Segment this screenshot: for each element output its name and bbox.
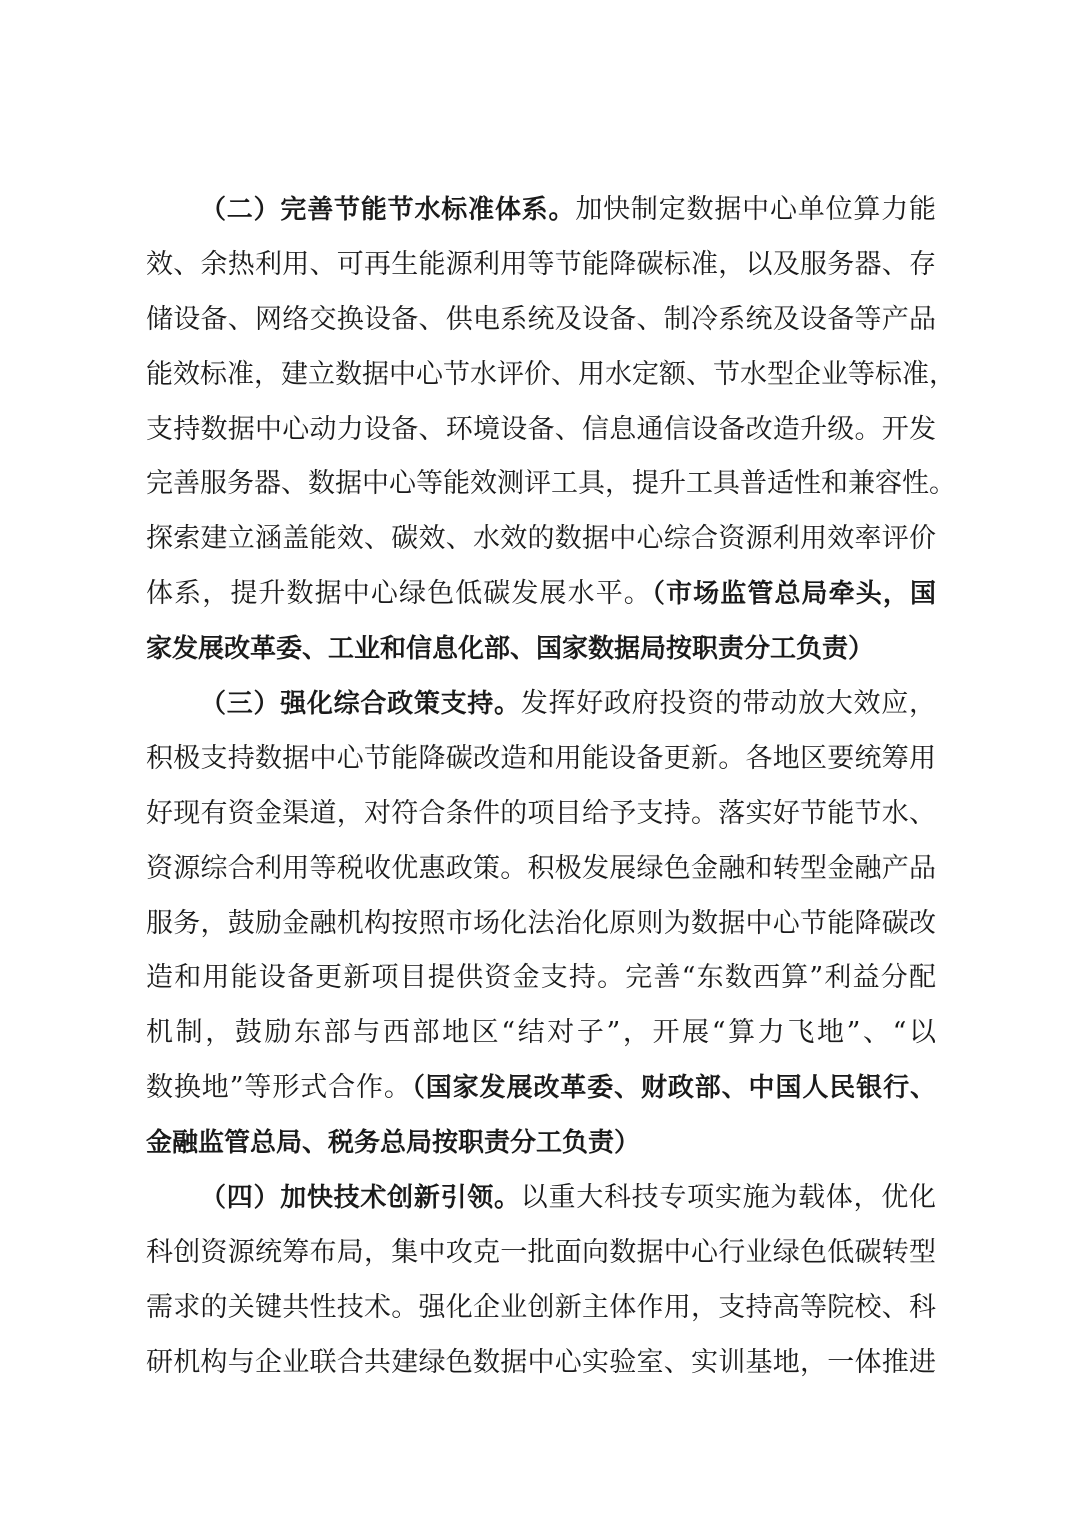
line-text: 探索建立涵盖能效、碳效、水效的数据中心综合资源利用效率评价	[146, 523, 936, 555]
document-body	[146, 183, 956, 1391]
line-text: 服务，鼓励金融机构按照市场化法治化原则为数据中心节能降碳改	[146, 907, 936, 939]
paragraph-2-line-6	[146, 457, 956, 512]
responsibility-note: （国家发展改革委、财政部、中国人民银行、	[411, 1073, 936, 1104]
line-text: 资源综合利用等税收优惠政策。积极发展绿色金融和转型金融产品	[146, 852, 936, 884]
line-text: 需求的关键共性技术。强化企业创新主体作用，支持高等院校、科	[146, 1291, 936, 1323]
section-heading-2: （二）完善节能节水标准体系。	[200, 195, 576, 225]
responsibility-note: 金融监管总局、税务总局按职责分工负责）	[146, 1128, 641, 1159]
paragraph-2-line-3	[146, 293, 936, 348]
section-heading-3: （三）强化综合政策支持。	[200, 689, 521, 720]
paragraph-2-line-9	[146, 622, 936, 677]
paragraph-2-line-5	[146, 403, 936, 458]
responsibility-note: 家发展改革委、工业和信息化部、国家数据局按职责分工负责）	[146, 634, 875, 665]
paragraph-2-line-2	[146, 238, 936, 293]
line-text: 加快制定数据中心单位算力能	[575, 194, 936, 225]
paragraph-2-line-8	[146, 567, 936, 622]
line-text: 科创资源统筹布局，集中攻克一批面向数据中心行业绿色低碳转型	[146, 1236, 936, 1268]
paragraph-3-line-3	[146, 787, 936, 842]
line-text: 能效标准，建立数据中心节水评价、用水定额、节水型企业等标准，	[146, 358, 956, 390]
responsibility-note: （市场监管总局牵头，国	[651, 579, 936, 610]
paragraph-2-line-1	[146, 183, 936, 238]
paragraph-3-line-5	[146, 897, 936, 952]
paragraph-3-line-7	[146, 1006, 936, 1061]
paragraph-3-line-8	[146, 1061, 936, 1116]
paragraph-4-line-4	[146, 1336, 936, 1391]
line-text: 支持数据中心动力设备、环境设备、信息通信设备改造升级。开发	[146, 413, 936, 445]
section-heading-4: （四）加快技术创新引领。	[200, 1183, 521, 1214]
paragraph-3-line-1	[146, 677, 936, 732]
line-text: 好现有资金渠道，对符合条件的项目给予支持。落实好节能节水、	[146, 797, 936, 829]
paragraph-3-line-6	[146, 951, 936, 1006]
line-text: 机制，鼓励东部与西部地区“结对子”，开展“算力飞地”、“以	[146, 1017, 936, 1049]
line-text: 体系，提升数据中心绿色低碳发展水平。	[146, 578, 652, 610]
paragraph-4-line-2	[146, 1226, 936, 1281]
line-text: 积极支持数据中心节能降碳改造和用能设备更新。各地区要统筹用	[146, 742, 936, 774]
line-text: 以重大科技专项实施为载体，优化	[520, 1182, 936, 1214]
paragraph-3-line-2	[146, 732, 936, 787]
paragraph-2-line-7	[146, 512, 936, 567]
paragraph-3-line-4	[146, 842, 936, 897]
paragraph-4-line-1	[146, 1171, 936, 1226]
line-text: 研机构与企业联合共建绿色数据中心实验室、实训基地，一体推进	[146, 1346, 936, 1378]
line-text: 发挥好政府投资的带动放大效应，	[520, 688, 936, 720]
line-text: 造和用能设备更新项目提供资金支持。完善“东数西算”利益分配	[146, 962, 936, 994]
paragraph-3-line-9	[146, 1116, 936, 1171]
paragraph-2-line-4	[146, 348, 956, 403]
paragraph-4-line-3	[146, 1281, 936, 1336]
line-text: 储设备、网络交换设备、供电系统及设备、制冷系统及设备等产品	[146, 303, 936, 335]
line-text: 效、余热利用、可再生能源利用等节能降碳标准，以及服务器、存	[146, 248, 936, 280]
line-text: 数换地”等形式合作。	[146, 1072, 412, 1104]
line-text: 完善服务器、数据中心等能效测评工具，提升工具普适性和兼容性。	[146, 468, 956, 500]
